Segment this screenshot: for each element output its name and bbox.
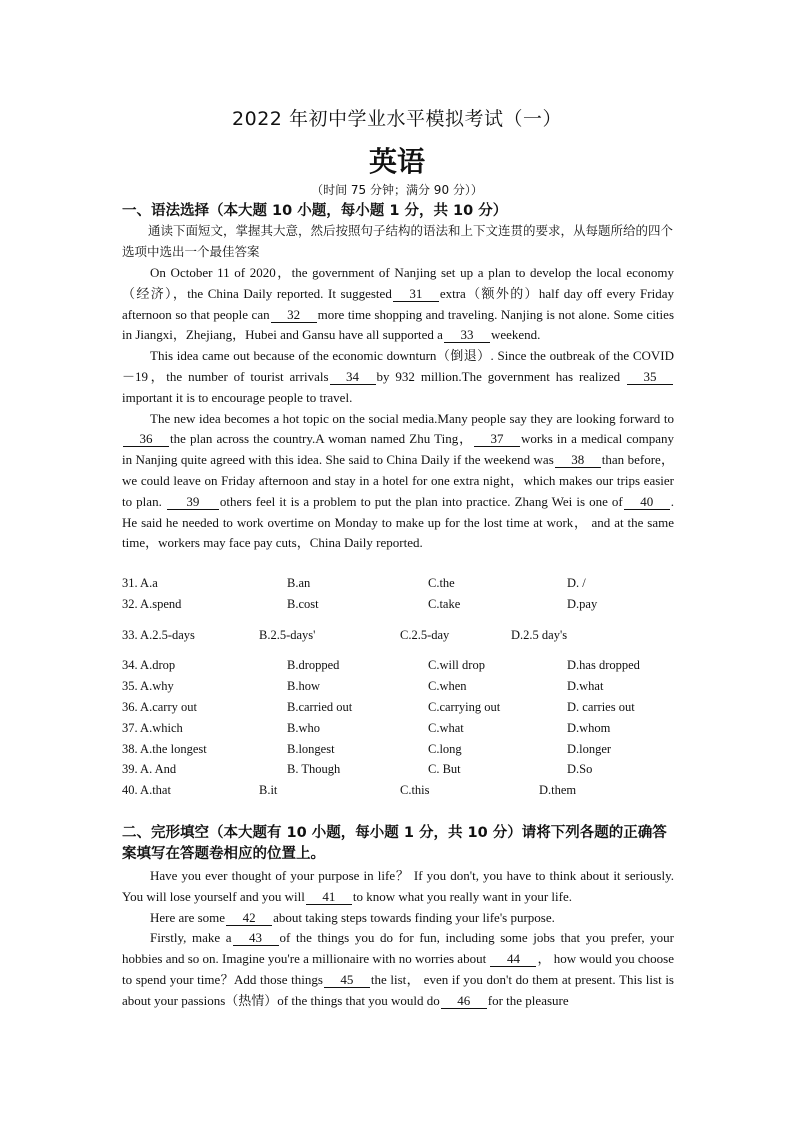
option-c[interactable]: C.take: [428, 596, 461, 611]
option-d[interactable]: D. carries out: [567, 699, 635, 714]
option-a[interactable]: 31. A.a: [122, 576, 158, 590]
option-d[interactable]: D.them: [539, 783, 577, 798]
option-row: [122, 700, 682, 721]
option-d[interactable]: D.has dropped: [567, 658, 640, 673]
blank-45[interactable]: 45: [324, 973, 370, 988]
section1-heading: 一、语法选择（本大题 10 小题，每小题 1 分，共 10 分）: [122, 203, 508, 219]
option-c[interactable]: C.long: [428, 741, 462, 756]
section2-passage: [122, 866, 674, 1012]
option-d[interactable]: D.pay: [567, 596, 598, 611]
passage-paragraph: The new idea becomes a hot topic on the social media.Many people say they are looking forward to36 the plan across the country.A woman named Zhu Ting， 37 works in a medical company in Nanjing quite agreed with this idea. She said to China Daily if the weekend was 38 than before， we could leave on Friday afternoon and stay in a hotel for one extra night，which makes our trips easier to plan. 39 others feel it is a problem to put the plan into practice. Zhang Wei is one of 40 . He said he needed to work overtime on Monday to make up for the lost time at work， and at the same time，workers may face pay cuts，China Daily reported.: [122, 410, 674, 551]
option-c[interactable]: C.will drop: [428, 658, 485, 673]
option-a[interactable]: 34. A.drop: [122, 658, 176, 673]
option-a[interactable]: 38. A.the longest: [122, 741, 207, 756]
option-row: [122, 762, 682, 783]
option-a[interactable]: 36. A.carry out: [122, 699, 197, 714]
time-info: （时间 75 分钟；满分 90 分））: [311, 183, 483, 197]
option-row: [122, 628, 682, 649]
blank-44[interactable]: 44: [490, 952, 536, 967]
blank-37[interactable]: 37: [474, 432, 520, 447]
section1-passage: [122, 263, 674, 554]
option-c[interactable]: C.carrying out: [428, 699, 501, 714]
section1-instructions: 通读下面短文，掌握其大意，然后按照句子结构的语法和上下文连贯的要求，从每题所给的四个选项中选出一个最佳答案: [122, 223, 674, 259]
option-b[interactable]: B.carried out: [287, 699, 353, 714]
option-row: [122, 783, 682, 804]
option-c[interactable]: C.when: [428, 679, 467, 694]
option-a[interactable]: 35. A.why: [122, 679, 174, 694]
option-row: [122, 742, 682, 763]
blank-33[interactable]: 33: [444, 328, 490, 343]
option-row: [122, 721, 682, 742]
section2-heading: 二、完形填空（本大题有 10 小题，每小题 1 分，共 10 分）请将下列各题的正确答案填写在答题卷相应的位置上。: [122, 825, 667, 862]
option-c[interactable]: C. But: [428, 762, 461, 777]
subject-title: 英语: [368, 145, 425, 178]
option-a[interactable]: 37. A.which: [122, 720, 183, 735]
option-row: [122, 658, 682, 679]
passage-paragraph: On October 11 of 2020，the government of Nanjing set up a plan to develop the local economy（经济），the China Daily reported. It suggested 31 extra（额外的）half day off every Friday afternoon so that people can 32 more time shopping and traveling. Nanjing is not alone. Some cities in Jiangxi，Zhejiang，Hubei and Gansu have all supported a 33 weekend.: [122, 265, 675, 343]
option-a[interactable]: 32. A.spend: [122, 596, 182, 611]
option-b[interactable]: B.longest: [287, 741, 335, 756]
option-d[interactable]: D.longer: [567, 741, 612, 756]
blank-36[interactable]: 36: [123, 432, 169, 447]
option-d[interactable]: D.2.5 day's: [511, 627, 568, 642]
passage-paragraph: Have you ever thought of your purpose in life？ If you don't, you have to think about it seriously. You will lose yourself and you will 41 to know what you really want in your life.: [122, 868, 674, 904]
option-c[interactable]: C.2.5-day: [400, 627, 450, 642]
blank-43[interactable]: 43: [233, 931, 279, 946]
option-b[interactable]: B.how: [287, 679, 320, 694]
option-a[interactable]: 39. A. And: [122, 762, 177, 777]
option-b[interactable]: B.an: [287, 576, 311, 590]
passage-paragraph: This idea came out because of the economic downturn（倒退）. Since the outbreak of the COVID－19，the number of tourist arrivals 34 by 932 million.The government has realized 35important it is to encourage people to travel.: [122, 348, 674, 405]
passage-paragraph: Firstly, make a 43 of the things you do for fun, including some jobs that you prefer, your hobbies and so on. Imagine you're a millionaire with no worries about 44 ， how would you choose to spend your time？Add those things 45 the list， even if you don't do them at present. This list is about your passions（热情）of the things that you would do 46 for the pleasure: [122, 930, 675, 1008]
option-b[interactable]: B.dropped: [287, 658, 340, 673]
option-b[interactable]: B.who: [287, 720, 320, 735]
option-a[interactable]: 33. A.2.5-days: [122, 627, 195, 642]
option-row: [122, 597, 682, 618]
option-d[interactable]: D.whom: [567, 720, 611, 735]
option-d[interactable]: D.So: [567, 762, 593, 777]
blank-41[interactable]: 41: [306, 890, 352, 905]
section1-options: [122, 576, 682, 804]
option-b[interactable]: B.2.5-days': [259, 627, 316, 642]
option-row: [122, 576, 682, 597]
blank-32[interactable]: 32: [271, 308, 317, 323]
passage-paragraph: Here are some 42 about taking steps towards finding your life's purpose.: [150, 909, 555, 925]
blank-38[interactable]: 38: [555, 453, 601, 468]
option-d[interactable]: D. /: [567, 576, 586, 590]
exam-title: 2022 年初中学业水平模拟考试（一）: [232, 108, 562, 130]
blank-40[interactable]: 40: [624, 495, 670, 510]
option-c[interactable]: C.what: [428, 720, 464, 735]
blank-35[interactable]: 35: [627, 370, 673, 385]
option-c[interactable]: C.this: [400, 783, 430, 798]
option-row: [122, 679, 682, 700]
option-b[interactable]: B.cost: [287, 596, 319, 611]
option-a[interactable]: 40. A.that: [122, 783, 171, 798]
option-c[interactable]: C.the: [428, 576, 455, 590]
option-d[interactable]: D.what: [567, 679, 604, 694]
blank-31[interactable]: 31: [393, 287, 439, 302]
blank-46[interactable]: 46: [441, 994, 487, 1009]
blank-34[interactable]: 34: [330, 370, 376, 385]
blank-42[interactable]: 42: [226, 911, 272, 926]
option-b[interactable]: B. Though: [287, 762, 341, 777]
option-b[interactable]: B.it: [259, 783, 278, 798]
blank-39[interactable]: 39: [167, 495, 219, 510]
